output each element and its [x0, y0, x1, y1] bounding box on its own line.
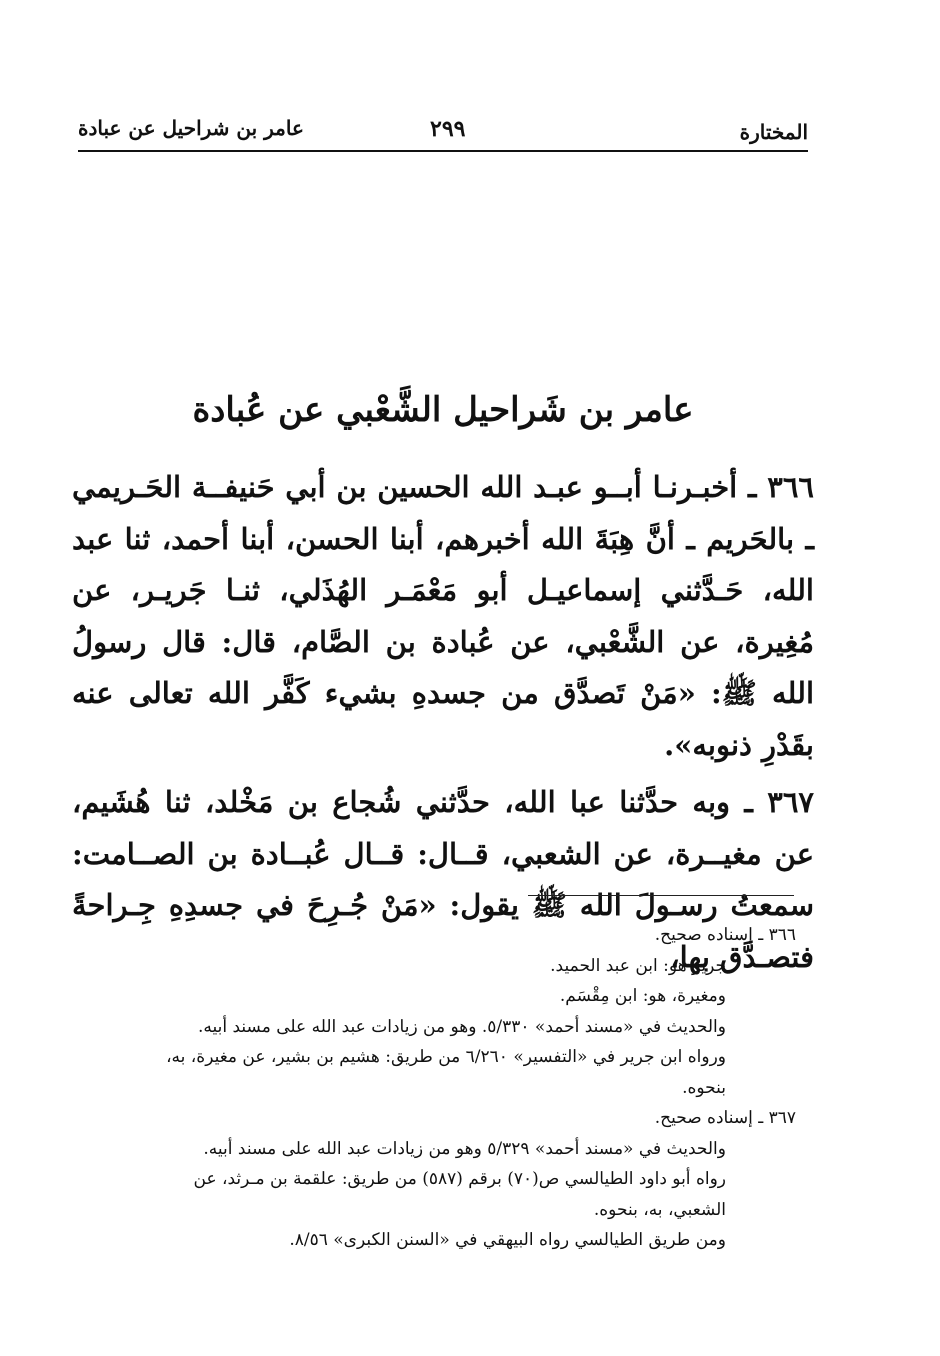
- footnote-line: ٣٦٦ ـ إسناده صحيح.: [654, 925, 796, 945]
- page-number: ٢٩٩: [430, 116, 466, 142]
- footnote-line: بنحوه.: [682, 1077, 726, 1098]
- footnote-line: الشعبي، به، بنحوه.: [593, 1199, 726, 1220]
- running-header: [78, 112, 808, 148]
- footnote-line: ٣٦٧ ـ إسناده صحيح.: [654, 1108, 796, 1128]
- hadith-366: ٣٦٦ ـ أخبـرنـا أبــو عبـد الله الحسين بن أبي حَنيفــة الحَـريمي ـ بالحَريم ـ أنَّ هِبَةَ الله أخبرهم، أبنا الحسن، أبنا أحمد، ثنا عبد الله، حَـدَّثني إسماعيـل أبو مَعْمَـر الهُذَلي، ثنـا جَريـر، عن مُغِيرة، عن الشَّعْبي، عن عُبادة بن الصَّام، قال: قال رسولُ الله ﷺ: «مَنْ تَصدَّق من جسدهِ بشيء كَفَّر الله تعالى عنه بقَدْرِ ذنوبه».: [72, 470, 815, 762]
- footnote-line: جرير هو: ابن عبد الحميد.: [550, 955, 726, 976]
- footnote-366: [64, 920, 796, 1103]
- footnote-line: ومغيرة، هو: ابن مِقْسَم.: [559, 986, 726, 1006]
- chapter-title: عامر بن شراحيل عن عبادة: [78, 116, 304, 140]
- hadith-367: ٣٦٧ ـ وبه حدَّثنا عبا الله، حدَّثني شُجاع بن مَخْلد، ثنا هُشَيم، عن مغيــرة، عن الشعبي، قــال: قــال عُبــادة بن الصــامت: سمعتُ رسـولَ الله ﷺ يقول: «مَنْ جُـرِحَ في جسدِهِ جِـراحةً فتصـدَّق بها،: [72, 785, 814, 974]
- footnotes: [64, 920, 796, 1256]
- footnote-367: [64, 1103, 796, 1256]
- section-title: عامر بن شَراحيل الشَّعْبي عن عُبادة: [192, 390, 694, 430]
- book-title: المختارة: [739, 120, 808, 144]
- footnote-line: والحديث في «مسند أحمد» ٥/٣٣٠. وهو من زيادات عبد الله على مسند أبيه.: [198, 1016, 726, 1037]
- footnote-line: والحديث في «مسند أحمد» ٥/٣٢٩ وهو من زيادات عبد الله على مسند أبيه.: [203, 1138, 726, 1159]
- footnote-line: ورواه ابن جرير في «التفسير» ٦/٢٦٠ من طريق: هشيم بن بشير، عن مغيرة، به،: [166, 1047, 726, 1067]
- header-rule: [78, 150, 808, 152]
- footnote-line: رواه أبو داود الطيالسي ص(٧٠) برقم (٥٨٧) من طريق: علقمة بن مـرثد، عن: [193, 1169, 726, 1189]
- footnote-separator: [528, 895, 794, 896]
- main-text: [72, 462, 814, 983]
- footnote-line: ومن طريق الطيالسي رواه البيهقي في «السنن الكبرى» ٨/٥٦.: [289, 1230, 726, 1250]
